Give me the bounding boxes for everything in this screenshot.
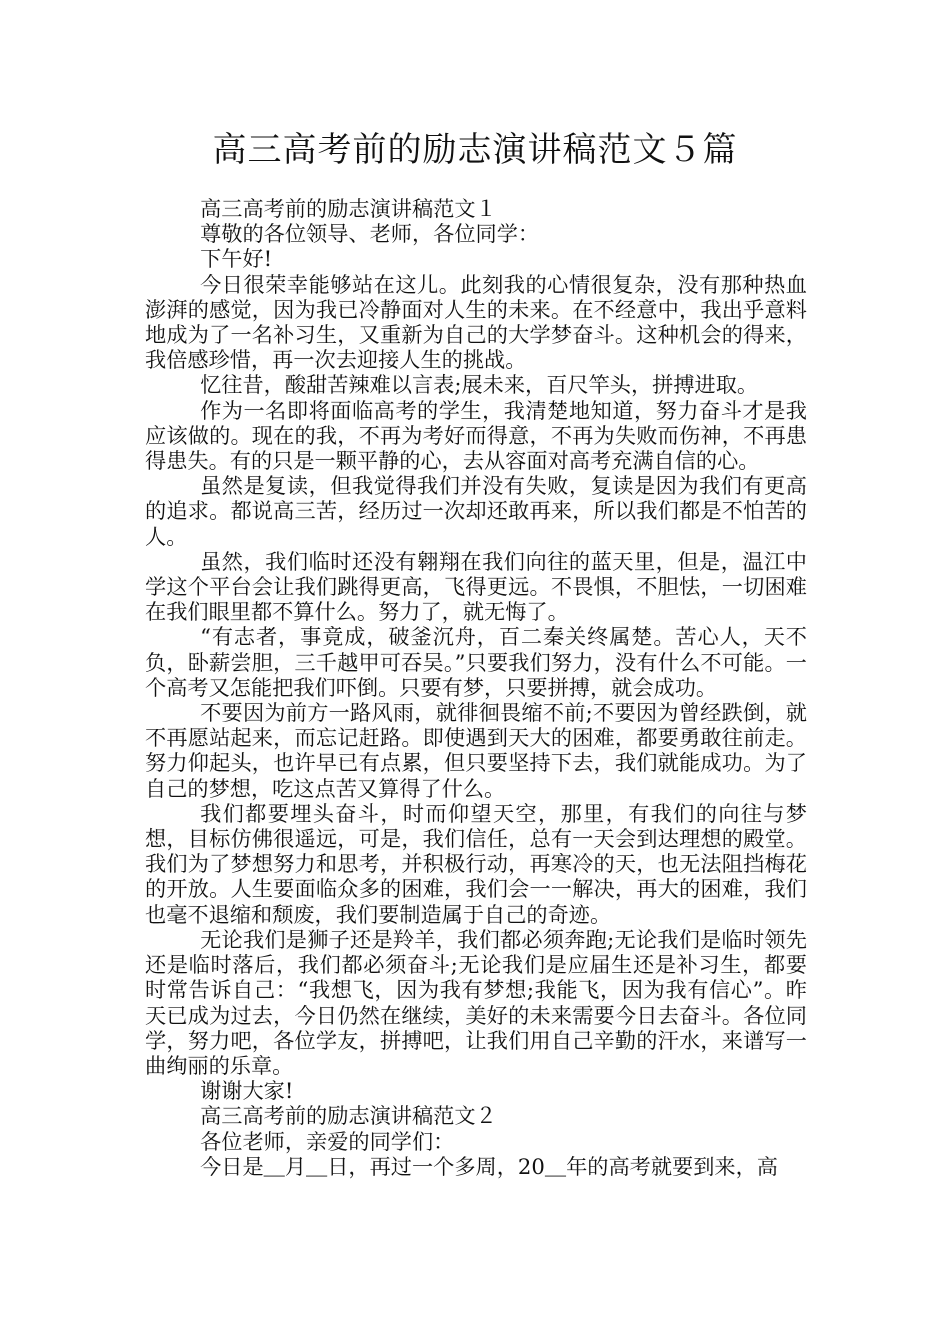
paragraph-quote: “有志者，事竟成，破釜沉舟，百二秦关终属楚。苦心人，天不负，卧薪尝胆，三千越甲可吞吴。”只要我们努力，没有什么不可能。一个高考又怎能把我们吓倒。只要有梦，只要拼搏，就会成功。	[145, 624, 807, 700]
document-body	[145, 196, 807, 1179]
paragraph-student: 作为一名即将面临高考的学生，我清楚地知道，努力奋斗才是我应该做的。现在的我，不再为考好而得意，不再为失败而伤神，不再患得患失。有的只是一颗平静的心，去从容面对高考充满自信的心。	[145, 397, 807, 474]
paragraph-run: 无论我们是狮子还是羚羊，我们都必须奔跑;无论我们是临时领先还是临时落后，我们都必须奋斗;无论我们是应届生还是补习生，都要时常告诉自己：“我想飞，因为我有梦想;我能飞，因为我有信心”。昨天已成为过去，今日仍然在继续，美好的未来需要今日去奋斗。各位同学，努力吧，各位学友，拼搏吧，让我们用自己辛勤的汗水，来谱写一曲绚丽的乐章。	[145, 926, 807, 1078]
paragraph-intro: 今日很荣幸能够站在这儿。此刻我的心情很复杂，没有那种热血澎湃的感觉，因为我已冷静面对人生的未来。在不经意中，我出乎意料地成为了一名补习生，又重新为自己的大学梦奋斗。这种机会的得来，我倍感珍惜，再一次去迎接人生的挑战。	[145, 271, 807, 373]
paragraph-date: 今日是＿月＿日，再过一个多周，20＿年的高考就要到来，高	[200, 1153, 778, 1179]
speech-1-heading: 高三高考前的励志演讲稿范文１	[200, 196, 497, 221]
paragraph-school: 虽然，我们临时还没有翱翔在我们向往的蓝天里，但是，温江中学这个平台会让我们跳得更高，飞得更远。不畏惧，不胆怯，一切困难在我们眼里都不算什么。努力了，就无悔了。	[145, 548, 807, 625]
paragraph-recollection: 忆往昔，酸甜苦辣难以言表;展未来，百尺竿头，拼搏进取。	[200, 372, 759, 398]
paragraph-dream: 我们都要埋头奋斗，时而仰望天空，那里，有我们的向往与梦想，目标仿佛很遥远，可是，我们信任，总有一天会到达理想的殿堂。我们为了梦想努力和思考，并积极行动，再寒冷的天，也无法阻挡梅花的开放。人生要面临众多的困难，我们会一一解决，再大的困难，我们也毫不退缩和颓废，我们要制造属于自己的奇迹。	[145, 800, 807, 927]
document-title: 高三高考前的励志演讲稿范文５篇	[212, 130, 738, 170]
paragraph-repeat: 虽然是复读，但我觉得我们并没有失败，复读是因为我们有更高的追求。都说高三苦，经历过一次却还敢再来，所以我们都是不怕苦的人。	[145, 473, 807, 549]
thanks: 谢谢大家!	[200, 1078, 294, 1104]
paragraph-persevere: 不要因为前方一路风雨，就徘徊畏缩不前;不要因为曾经跌倒，就不再愿站起来，而忘记赶路。即使遇到天大的困难，都要勇敢往前走。努力仰起头，也许早已有点累，但只要坚持下去，我们就能成功。为了自己的梦想，吃这点苦又算得了什么。	[145, 700, 807, 801]
salutation: 尊敬的各位领导、老师，各位同学：	[200, 221, 540, 247]
salutation-2: 各位老师，亲爱的同学们：	[200, 1128, 455, 1154]
speech-2-heading: 高三高考前的励志演讲稿范文２	[200, 1103, 497, 1129]
greeting: 下午好!	[200, 246, 273, 272]
